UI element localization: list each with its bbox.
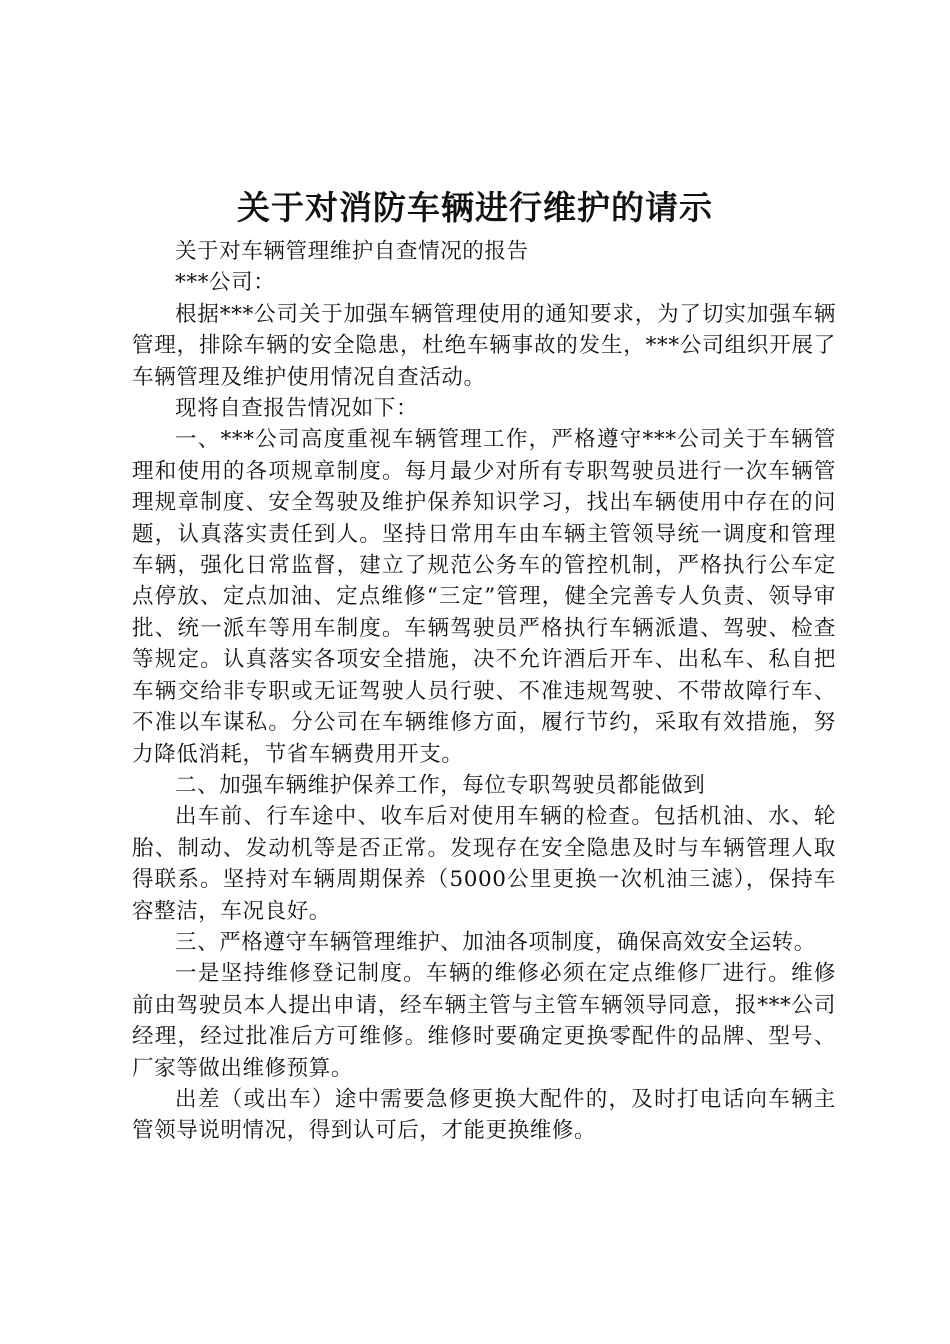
body-paragraph: 出差（或出车）途中需要急修更换大配件的，及时打电话向车辆主管领导说明情况，得到认可后，才能更换维修。 <box>132 1086 836 1144</box>
body-paragraph: 现将自查报告情况如下： <box>175 396 419 422</box>
section-two-heading: 二、加强车辆维护保养工作，每位专职驾驶员都能做到 <box>175 772 706 798</box>
body-paragraph: 一是坚持维修登记制度。车辆的维修必须在定点维修厂进行。维修前由驾驶员本人提出申请，经车辆主管与主管车辆领导同意，报***公司经理，经过批准后方可维修。维修时要确定更换零配件的品牌、型号、厂家等做出维修预算。 <box>132 961 836 1081</box>
body-paragraph: 根据***公司关于加强车辆管理使用的通知要求，为了切实加强车辆管理，排除车辆的安全隐患，杜绝车辆事故的发生，***公司组织开展了车辆管理及维护使用情况自查活动。 <box>132 301 836 390</box>
section-three-heading: 三、严格遵守车辆管理维护、加油各项制度，确保高效安全运转。 <box>175 929 816 955</box>
document-body <box>132 236 836 1147</box>
body-paragraph: 出车前、行车途中、收车后对使用车辆的检查。包括机油、水、轮胎、制动、发动机等是否正常。发现存在安全隐患及时与车辆管理人取得联系。坚持对车辆周期保养（5000公里更换一次机油三滤），保持车容整洁，车况良好。 <box>132 804 836 924</box>
section-one-paragraph: 一、***公司高度重视车辆管理工作，严格遵守***公司关于车辆管理和使用的各项规章制度。每月最少对所有专职驾驶员进行一次车辆管理规章制度、安全驾驶及维护保养知识学习，找出车辆使用中存在的问题，认真落实责任到人。坚持日常用车由车辆主管领导统一调度和管理车辆，强化日常监督，建立了规范公务车的管控机制，严格执行公车定点停放、定点加油、定点维修“三定”管理，健全完善专人负责、领导审批、统一派车等用车制度。车辆驾驶员严格执行车辆派遣、驾驶、检查等规定。认真落实各项安全措施，决不允许酒后开车、出私车、私自把车辆交给非专职或无证驾驶人员行驶、不准违规驾驶、不带故障行车、不准以车谋私。分公司在车辆维修方面，履行节约，采取有效措施，努力降低消耗，节省车辆费用开支。 <box>132 427 836 767</box>
salutation: ***公司： <box>175 270 276 296</box>
report-subtitle: 关于对车辆管理维护自查情况的报告 <box>175 239 529 264</box>
document-title: 关于对消防车辆进行维护的请示 <box>237 188 713 227</box>
